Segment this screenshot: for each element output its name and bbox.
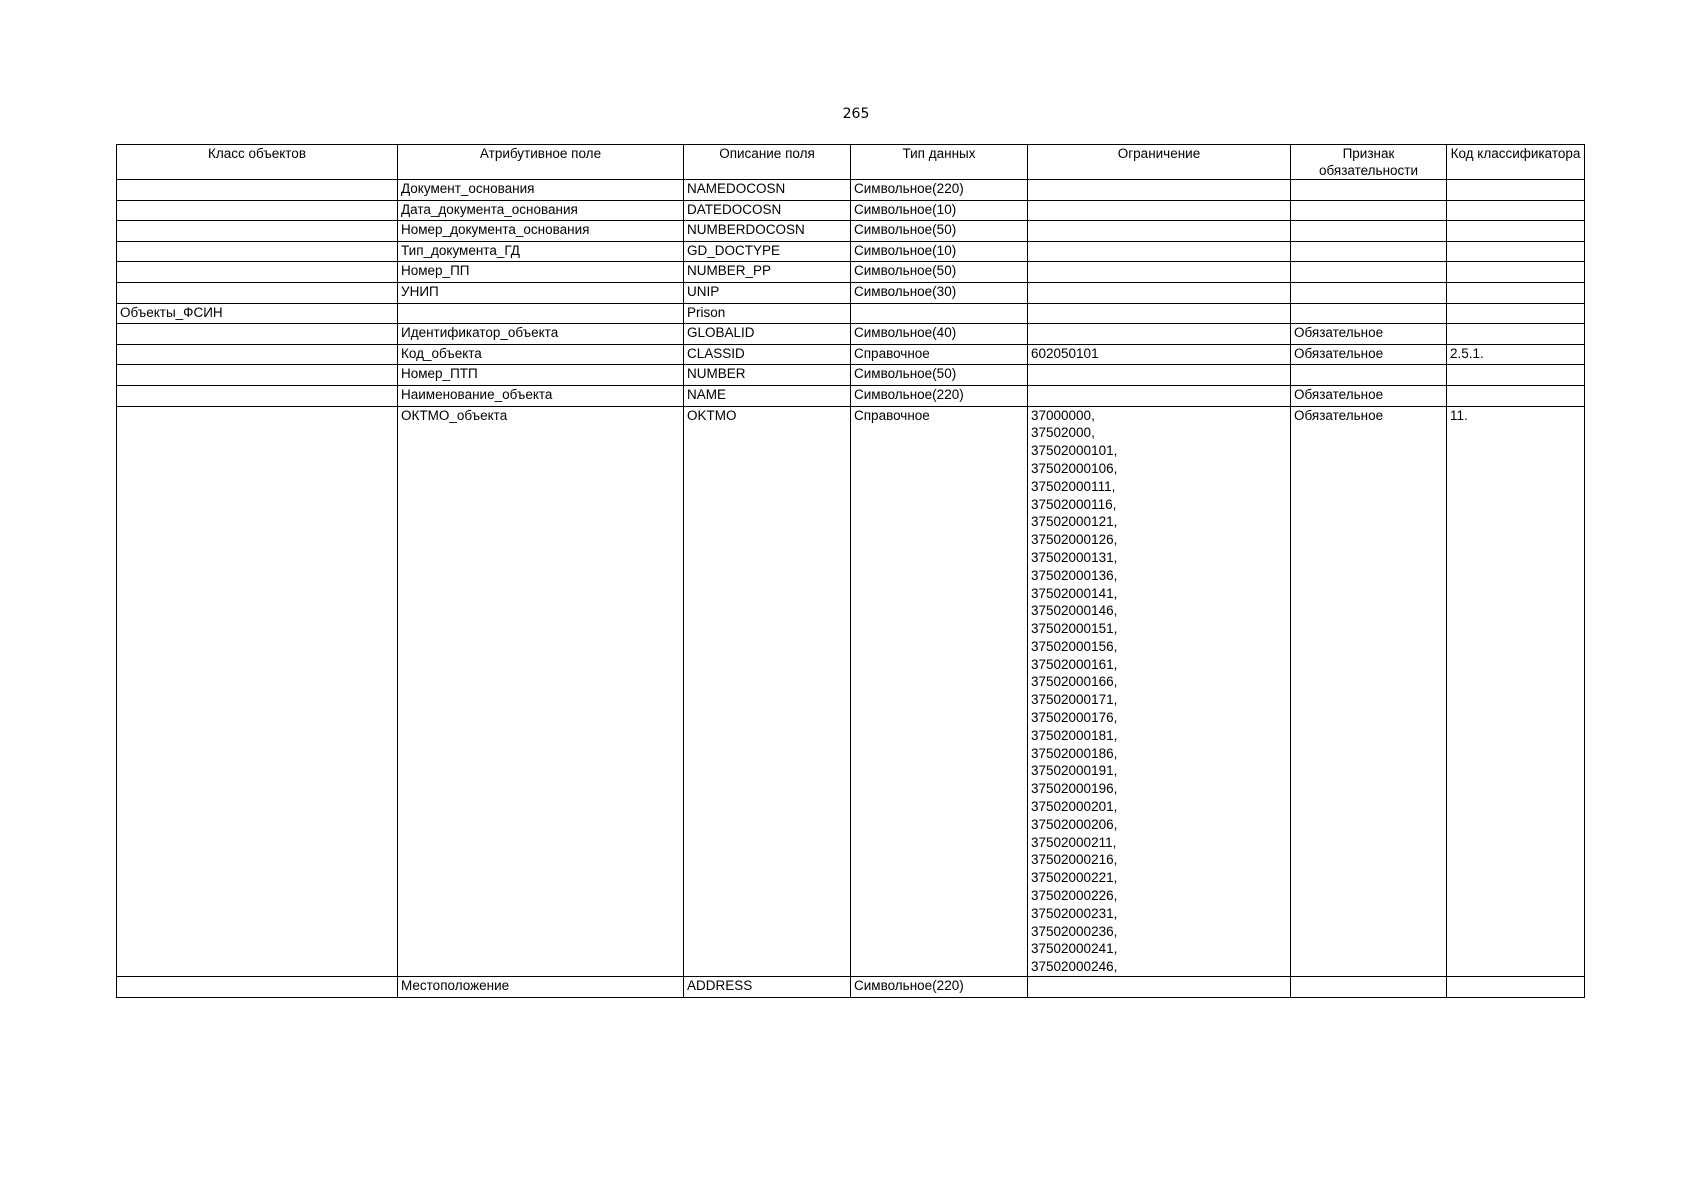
cell-description: GLOBALID: [684, 324, 851, 345]
cell-code: [1447, 180, 1585, 201]
restriction-value: 37502000126,: [1031, 532, 1118, 548]
table-row: [117, 365, 1585, 386]
cell-class: [117, 221, 398, 242]
cell-class: Объекты_ФСИН: [117, 303, 398, 324]
cell-description: NUMBER: [684, 365, 851, 386]
restriction-value: 37502000161,: [1031, 656, 1118, 672]
cell-class: [117, 262, 398, 283]
header-row: [117, 145, 1585, 180]
header-type: Тип данных: [851, 145, 1028, 180]
restriction-value: 37502000116,: [1031, 496, 1117, 512]
table-row: [117, 303, 1585, 324]
restriction-value: 37502000226,: [1031, 888, 1118, 904]
cell-restriction: [1028, 406, 1291, 977]
cell-code: [1447, 365, 1585, 386]
cell-attribute: Документ_основания: [398, 180, 684, 201]
cell-restriction: [1028, 365, 1291, 386]
cell-restriction: [1028, 262, 1291, 283]
restriction-value: 37502000216,: [1031, 852, 1118, 868]
cell-code: [1447, 324, 1585, 345]
cell-class: [117, 385, 398, 406]
cell-restriction: [1028, 303, 1291, 324]
cell-attribute: Идентификатор_объекта: [398, 324, 684, 345]
restriction-value: 37502000236,: [1031, 923, 1118, 939]
cell-code: 2.5.1.: [1447, 344, 1585, 365]
restriction-value: 37000000,: [1031, 407, 1095, 423]
cell-class: [117, 282, 398, 303]
cell-required: [1291, 200, 1447, 221]
cell-description: DATEDOCOSN: [684, 200, 851, 221]
cell-code: 11.: [1447, 406, 1585, 977]
table-row: [117, 241, 1585, 262]
header-class: Класс объектов: [117, 145, 398, 180]
cell-class: [117, 977, 398, 998]
table-row: [117, 200, 1585, 221]
table-row: [117, 406, 1585, 977]
restriction-value: 37502000156,: [1031, 638, 1118, 654]
table-row: [117, 977, 1585, 998]
cell-code: [1447, 221, 1585, 242]
cell-required: Обязательное: [1291, 344, 1447, 365]
header-attribute: Атрибутивное поле: [398, 145, 684, 180]
cell-restriction: [1028, 282, 1291, 303]
cell-class: [117, 406, 398, 977]
table-row: [117, 282, 1585, 303]
cell-description: GD_DOCTYPE: [684, 241, 851, 262]
header-description: Описание поля: [684, 145, 851, 180]
cell-required: [1291, 365, 1447, 386]
header-restriction: Ограничение: [1028, 145, 1291, 180]
restriction-value: 602050101: [1031, 345, 1099, 361]
cell-type: Символьное(10): [851, 200, 1028, 221]
header-code: Код классификатора: [1447, 145, 1585, 180]
table-row: [117, 385, 1585, 406]
cell-required: [1291, 180, 1447, 201]
restriction-value: 37502000241,: [1031, 941, 1118, 957]
restriction-value: 37502000,: [1031, 425, 1095, 441]
cell-required: Обязательное: [1291, 385, 1447, 406]
restriction-value: 37502000201,: [1031, 799, 1118, 815]
cell-type: Символьное(50): [851, 365, 1028, 386]
restriction-value: 37502000246,: [1031, 959, 1118, 975]
cell-class: [117, 365, 398, 386]
cell-type: Символьное(10): [851, 241, 1028, 262]
cell-type: [851, 303, 1028, 324]
restriction-value: 37502000101,: [1031, 443, 1118, 459]
restriction-value: 37502000121,: [1031, 514, 1118, 530]
cell-attribute: [398, 303, 684, 324]
cell-type: Символьное(220): [851, 385, 1028, 406]
cell-type: Символьное(50): [851, 221, 1028, 242]
cell-class: [117, 324, 398, 345]
page-number: 265: [842, 106, 870, 122]
cell-restriction: [1028, 221, 1291, 242]
restriction-value: 37502000181,: [1031, 727, 1118, 743]
cell-type: Символьное(220): [851, 180, 1028, 201]
cell-code: [1447, 262, 1585, 283]
cell-required: [1291, 977, 1447, 998]
restriction-value: 37502000111,: [1031, 478, 1116, 494]
cell-attribute: ОКТМО_объекта: [398, 406, 684, 977]
cell-restriction: [1028, 977, 1291, 998]
table-body: [117, 180, 1585, 998]
restriction-value: 37502000106,: [1031, 460, 1118, 476]
cell-class: [117, 200, 398, 221]
cell-code: [1447, 282, 1585, 303]
cell-code: [1447, 303, 1585, 324]
cell-required: [1291, 241, 1447, 262]
restriction-value: 37502000166,: [1031, 674, 1118, 690]
cell-description: UNIP: [684, 282, 851, 303]
cell-attribute: Код_объекта: [398, 344, 684, 365]
cell-attribute: Номер_ПП: [398, 262, 684, 283]
cell-restriction: [1028, 324, 1291, 345]
cell-description: NAMEDOCOSN: [684, 180, 851, 201]
restriction-value: 37502000151,: [1031, 621, 1118, 637]
cell-type: Справочное: [851, 344, 1028, 365]
cell-required: [1291, 221, 1447, 242]
cell-attribute: Номер_документа_основания: [398, 221, 684, 242]
restriction-value: 37502000146,: [1031, 603, 1118, 619]
restriction-value: 37502000196,: [1031, 781, 1118, 797]
restriction-value: 37502000191,: [1031, 763, 1118, 779]
cell-description: NUMBER_PP: [684, 262, 851, 283]
cell-type: Символьное(220): [851, 977, 1028, 998]
cell-attribute: УНИП: [398, 282, 684, 303]
cell-description: ADDRESS: [684, 977, 851, 998]
cell-required: [1291, 262, 1447, 283]
cell-restriction: [1028, 241, 1291, 262]
cell-required: Обязательное: [1291, 406, 1447, 977]
cell-restriction: [1028, 344, 1291, 365]
header-required: Признак обязательности: [1291, 145, 1447, 180]
restriction-value: 37502000231,: [1031, 905, 1118, 921]
restriction-value: 37502000221,: [1031, 870, 1118, 886]
cell-required: [1291, 303, 1447, 324]
cell-attribute: Наименование_объекта: [398, 385, 684, 406]
cell-description: CLASSID: [684, 344, 851, 365]
cell-required: [1291, 282, 1447, 303]
cell-restriction: [1028, 385, 1291, 406]
cell-attribute: Номер_ПТП: [398, 365, 684, 386]
cell-class: [117, 180, 398, 201]
cell-class: [117, 344, 398, 365]
cell-type: Символьное(40): [851, 324, 1028, 345]
cell-description: NUMBERDOCOSN: [684, 221, 851, 242]
cell-attribute: Местоположение: [398, 977, 684, 998]
cell-attribute: Тип_документа_ГД: [398, 241, 684, 262]
cell-code: [1447, 200, 1585, 221]
cell-type: Символьное(50): [851, 262, 1028, 283]
restriction-value: 37502000211,: [1031, 834, 1117, 850]
table-row: [117, 221, 1585, 242]
restriction-value: 37502000186,: [1031, 745, 1118, 761]
table-row: [117, 180, 1585, 201]
restriction-value: 37502000171,: [1031, 692, 1118, 708]
cell-code: [1447, 977, 1585, 998]
table-row: [117, 262, 1585, 283]
cell-description: NAME: [684, 385, 851, 406]
cell-required: Обязательное: [1291, 324, 1447, 345]
table-row: [117, 324, 1585, 345]
restriction-value: 37502000206,: [1031, 816, 1118, 832]
restriction-value: 37502000131,: [1031, 549, 1118, 565]
restriction-value: 37502000141,: [1031, 585, 1118, 601]
cell-attribute: Дата_документа_основания: [398, 200, 684, 221]
cell-restriction: [1028, 200, 1291, 221]
cell-class: [117, 241, 398, 262]
table-row: [117, 344, 1585, 365]
cell-code: [1447, 241, 1585, 262]
attribute-table: [116, 144, 1585, 998]
cell-description: Prison: [684, 303, 851, 324]
cell-type: Символьное(30): [851, 282, 1028, 303]
cell-description: OKTMO: [684, 406, 851, 977]
restriction-value: 37502000136,: [1031, 567, 1118, 583]
restriction-value: 37502000176,: [1031, 710, 1118, 726]
cell-code: [1447, 385, 1585, 406]
cell-type: Справочное: [851, 406, 1028, 977]
cell-restriction: [1028, 180, 1291, 201]
